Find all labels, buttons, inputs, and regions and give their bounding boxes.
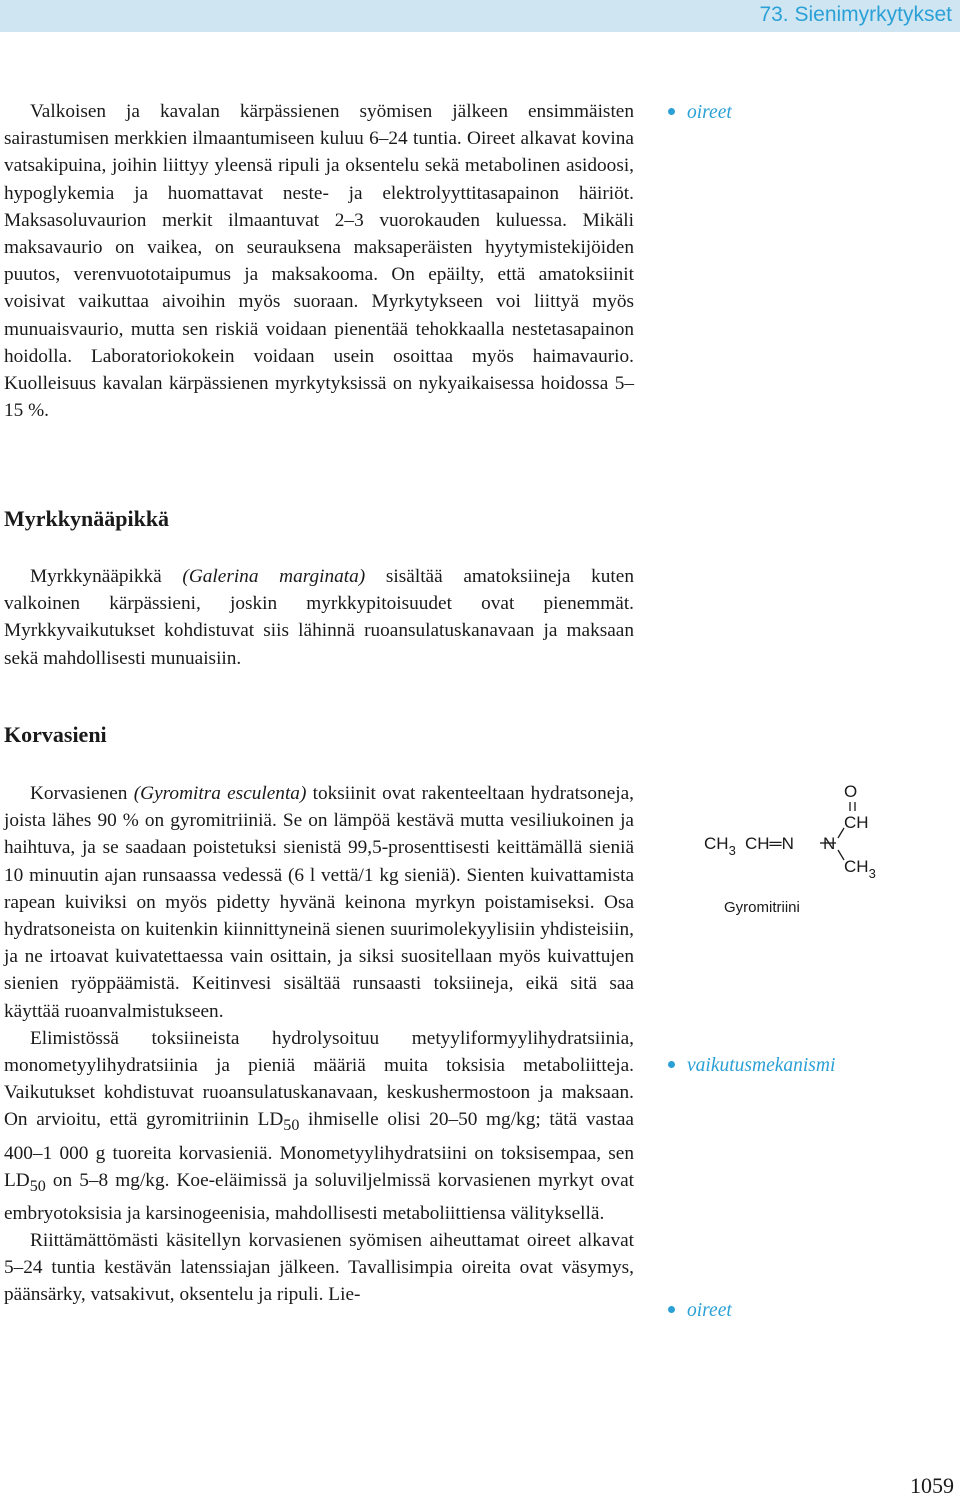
oxygen-atom: O: [844, 782, 858, 801]
section3-paragraph-1: [4, 780, 634, 1025]
section1-paragraph: Valkoisen ja kavalan kärpässienen syömisen jälkeen ensimmäisten sairastumisen merkkien ilmaantumiseen kuluu 6–24 tuntia. Oireet alkavat kovina vatsakipuina, joihin liittyy yleensä ripuli ja oksentelu sekä metabolinen asidoosi, hypoglykemia ja huomattavat neste- ja elektrolyyttitasapainon häiriöt. Maksasoluvaurion merkit ilmaantuvat 2–3 vuorokauden kuluessa. Mikäli maksavaurio on vaikea, on seurauksena maksaperäisten hyytymistekijöiden puutos, verenvuototaipumus ja maksakooma. On epäilty, että amatoksiinit voisivat vaikuttaa aivoihin myös suoraan. Myrkytykseen voi liittyä myös munuaisvaurio, mutta sen riskiä voidaan pienentää tehokkaalla nestetasapainon hoidolla. Laboratoriokokein voidaan usein osoittaa myös haimavaurio. Kuolleisuus kavalan kärpässienen myrkytyksissä on nykyaikaisessa hoidossa 5–15 %.: [4, 101, 634, 422]
sidenote-vaikutusmekanismi: [668, 1053, 835, 1079]
header-bar: [0, 0, 960, 32]
imine-group: CH═N: [745, 834, 794, 853]
text-run: ihmiselle olisi 20–50 mg/kg; tätä vastaa 400–1 000 g tuoreita korvasieniä. Monometyylihydratsiini on toksisempaa, sen LD: [4, 1109, 634, 1191]
text-run: Myrkkynääpikkä: [30, 566, 183, 587]
ch-label: CH: [704, 834, 729, 853]
nitrogen-atom: N: [823, 834, 836, 853]
bullet-icon: [668, 1306, 675, 1313]
section2-paragraph: [4, 563, 634, 672]
subscript: 3: [728, 843, 736, 858]
page-number: 1059: [910, 1473, 954, 1498]
section3-text: [4, 780, 634, 1309]
sidenote-oireet-2: [668, 1298, 732, 1324]
sidenote-label: vaikutusmekanismi: [687, 1055, 836, 1076]
text-run: sisältää amatoksiineja kuten valkoinen kärpässieni, joskin myrkkypitoisuudet ovat pienemmät. Myrkkyvaikutukset kohdistuvat siis lähinnä ruoansulatuskanavaan ja maksaan sekä mahdollisesti munuaisiin.: [4, 566, 634, 669]
section2-text: [4, 563, 634, 672]
sidenote-label: oireet: [687, 102, 732, 123]
text-run: Korvasienen: [30, 783, 134, 804]
subscript: 50: [283, 1117, 300, 1135]
ch-label: CH: [844, 857, 869, 876]
latin-name: (Galerina marginata): [182, 566, 366, 587]
formyl-ch: CH: [844, 813, 869, 832]
formula-caption: Gyromitriini: [724, 899, 800, 916]
section1-text: [4, 98, 634, 424]
subscript: 50: [29, 1177, 46, 1195]
subscript: 3: [868, 866, 876, 881]
section3-paragraph-3: Riittämättömästi käsitellyn korvasienen syömisen aiheuttamat oireet alkavat 5–24 tuntia kestävän latenssiajan jälkeen. Tavallisimpia oireita ovat väsymys, päänsärky, vatsakivut, oksentelu ja ripuli. Lie-: [4, 1229, 634, 1306]
chapter-title: 73. Sienimyrkytykset: [759, 3, 952, 26]
text-run: on 5–8 mg/kg. Koe-eläimissä ja soluviljelmissä korvasienen myrkyt ovat embryotoksisia ja karsinogeenisia, mahdollisesti metaboliittiensa välityksellä.: [4, 1169, 634, 1224]
sidenote-label: oireet: [687, 1300, 732, 1321]
bullet-icon: [668, 1061, 675, 1068]
latin-name: (Gyromitra esculenta): [133, 783, 307, 804]
methyl-right: [844, 857, 876, 881]
heading-korvasieni: Korvasieni: [4, 722, 107, 747]
bullet-icon: [668, 108, 675, 115]
text-run: toksiinit ovat rakenteeltaan hydratsoneja, joista lähes 90 % on gyromitriiniä. Se on lämpöä kestävä mutta vesiliukoinen ja haihtuva, ja se saadaan poistetuksi sienistä 99,5-prosenttisesti keittämällä sieniä 10 minuutin ajan runsaassa vedessä (6 l vettä/1 kg sieniä). Sienten kuivattamista rapean kuiviksi on myös pidetty hyvänä keinona myrkyn poistamiseksi. Osa hydratsoneista on kuitenkin kiinnittyneinä sienen suurimolekyylisiin yhdisteisiin, ja ne irtoavat kuivatettaessa vain osittain, ja siksi suositellaan myös kuivattujen sienien ryöppäämistä. Keitinvesi sisältää runsaasti toksiineja, eikä sitä saa käyttää ruoanvalmistukseen.: [4, 783, 635, 1022]
sidenote-oireet-1: [668, 100, 732, 126]
section3-paragraph-2: [4, 1025, 634, 1227]
text-run: Elimistössä toksiineista hydrolysoituu metyyliformyylihydratsiinia, monometyylihydratsiinia ja pieniä määriä muita toksisia metaboliitteja. Vaikutukset kohdistuvat ruoansulatuskanavaan, keskushermostoon ja maksaan. On arvioitu, että gyromitriinin LD: [4, 1027, 634, 1131]
heading-myrkkynaapikka: Myrkkynääpikkä: [4, 506, 170, 531]
methyl-left: [704, 834, 736, 858]
